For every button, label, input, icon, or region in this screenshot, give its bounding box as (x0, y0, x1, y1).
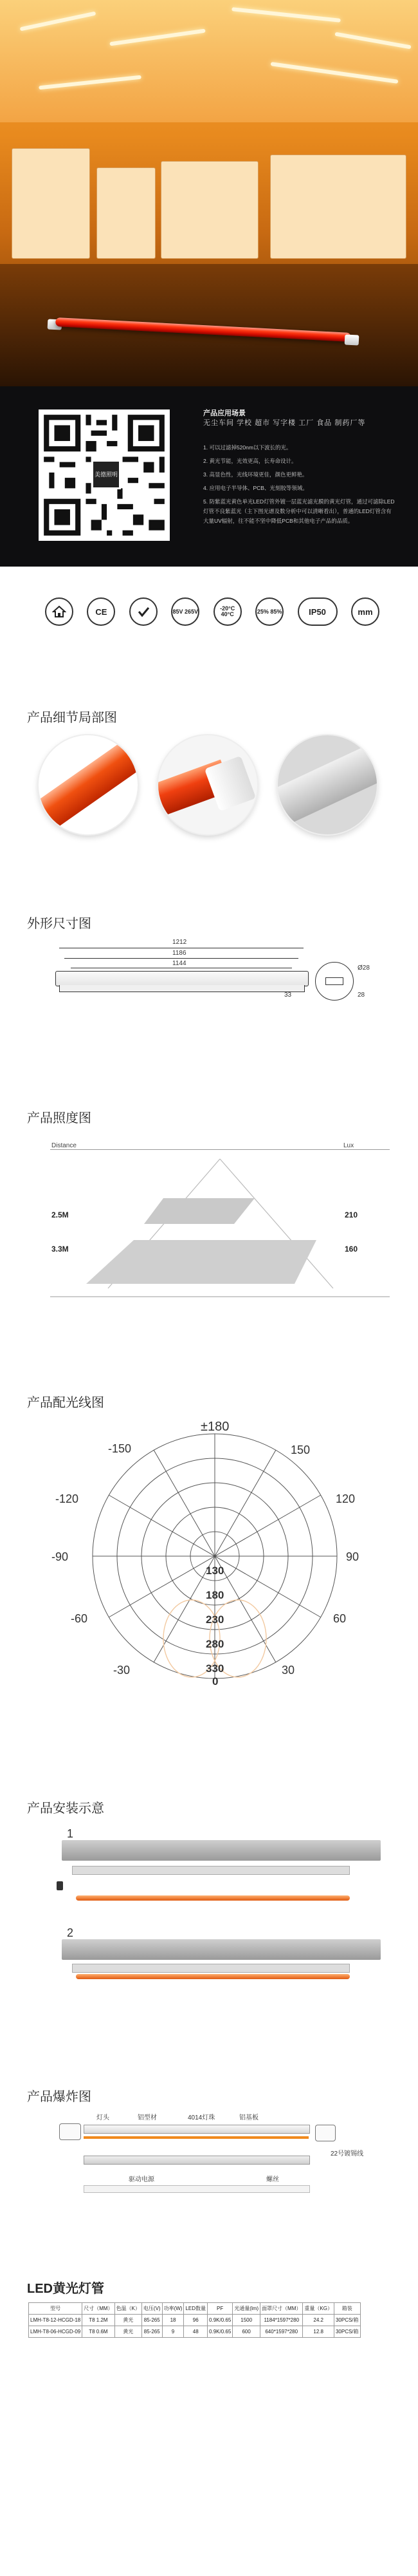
ring-330: 330 (206, 1662, 224, 1675)
dim-inner: 1144 (172, 960, 186, 967)
equipment (96, 167, 156, 259)
spec-table-wrap (28, 2302, 361, 2338)
table-header: 型号 (29, 2303, 82, 2315)
dim-total: 1212 (172, 939, 187, 946)
angle-neg60: -60 (71, 1612, 88, 1625)
angle-neg30: -30 (113, 1664, 131, 1677)
angle-neg90: -90 (51, 1550, 69, 1563)
install-tube-2 (76, 1974, 350, 1979)
table-cell: 85-265 (141, 2326, 162, 2338)
exploded-led-strip (84, 2136, 309, 2139)
angle-neg120: -120 (55, 1492, 79, 1505)
table-cell: 黄光 (114, 2315, 141, 2326)
table-header: 色温（K） (114, 2303, 141, 2315)
table-cell: 30PCS/箱 (334, 2326, 360, 2338)
table-header: LED数量 (184, 2303, 208, 2315)
install-step-1: 1 (67, 1827, 74, 1840)
label-screw: 螺丝 (266, 2176, 279, 2183)
lux-label: Lux (343, 1142, 354, 1149)
feature-item: 4. 应用电子半导体、PCB、光刻胶等领域。 (203, 485, 308, 491)
section-title-distribution: 产品配光线图 (27, 1396, 104, 1410)
table-cell: 640*1597*280 (260, 2326, 303, 2338)
table-header: 面罩尺寸（MM） (260, 2303, 303, 2315)
table-cell: 0.9K/0.65 (208, 2326, 233, 2338)
label-endcap: 灯头 (96, 2114, 109, 2121)
label-driver: 驱动电源 (129, 2176, 154, 2183)
cert-row (45, 597, 379, 627)
table-header: 箱装 (334, 2303, 360, 2315)
illuminance-lux-2: 160 (345, 1245, 358, 1254)
angle-60: 60 (333, 1612, 347, 1625)
tube-side-view (55, 971, 309, 986)
connector-icon (57, 1881, 63, 1890)
ring-230: 230 (206, 1613, 224, 1626)
table-cell: LMH-T8-06-HCGD-09 (29, 2326, 82, 2338)
angle-150: 150 (291, 1443, 311, 1456)
exploded-housing (84, 2125, 310, 2134)
ip-rating-badge: IP50 (298, 597, 338, 626)
section-title-dimension: 外形尺寸图 (27, 917, 91, 931)
light-cone (50, 1150, 390, 1298)
table-cell: 18 (162, 2315, 184, 2326)
angle-180: ±180 (201, 1420, 230, 1434)
detail-photo-tube (39, 735, 138, 834)
dim-diameter: Ø28 (358, 964, 370, 972)
section-title-spec: LED黄光灯管 (27, 2282, 104, 2296)
table-cell: 30PCS/箱 (334, 2315, 360, 2326)
ce-mark: CE (87, 597, 115, 626)
install-bracket-2 (72, 1964, 350, 1973)
ring-280: 280 (206, 1638, 224, 1650)
table-header: 电压(V) (141, 2303, 162, 2315)
illuminance-lux-1: 210 (345, 1210, 358, 1219)
table-header: 功率(W) (162, 2303, 184, 2315)
label-aluminum: 铝型材 (138, 2114, 157, 2121)
table-cell: 9 (162, 2326, 184, 2338)
table-row (29, 2326, 361, 2338)
dim-line (64, 958, 298, 959)
tube-cap-right (345, 334, 359, 345)
label-wire: 22号镀锡线 (331, 2150, 364, 2158)
mm-unit-badge: mm (351, 597, 379, 626)
temperature-badge: -20°C 40°C (214, 597, 242, 626)
section-title-illuminance: 产品照度图 (27, 1111, 91, 1125)
check-icon (129, 597, 158, 626)
table-cell: 48 (184, 2326, 208, 2338)
table-cell: 24.2 (303, 2315, 334, 2326)
install-tube-1 (76, 1895, 350, 1901)
cross-section-inner (325, 977, 343, 985)
table-cell: 12.8 (303, 2326, 334, 2338)
table-header: 重量（KG） (303, 2303, 334, 2315)
table-cell: 1500 (233, 2315, 260, 2326)
qr-logo: 美德照明 (91, 460, 121, 489)
dim-height-1: 33 (284, 992, 292, 999)
endcap-left (59, 2123, 81, 2140)
table-cell: 1184*1597*280 (260, 2315, 303, 2326)
house-icon (45, 597, 73, 626)
table-row (29, 2315, 361, 2326)
ring-130: 130 (206, 1565, 224, 1577)
detail-photo-cap (158, 735, 257, 834)
table-cell: LMH-T8-12-HCGD-18 (29, 2315, 82, 2326)
exploded-bottom (84, 2185, 310, 2193)
label-led-chip: 4014灯珠 (188, 2114, 215, 2121)
table-header: PF (208, 2303, 233, 2315)
section-title-detail: 产品细节局部图 (27, 711, 117, 725)
equipment (161, 161, 259, 259)
feature-item: 1. 可以过滤掉520nm以下波长的光。 (203, 444, 292, 451)
dim-height-2: 28 (358, 992, 365, 999)
install-bracket-1 (72, 1866, 350, 1875)
exploded-driver (84, 2156, 310, 2165)
equipment (12, 148, 90, 259)
dim-mid: 1186 (172, 950, 186, 957)
spec-table (28, 2302, 361, 2338)
label-substrate: 铝基板 (239, 2114, 259, 2121)
detail-photo-profile (278, 735, 377, 834)
table-cell: T8 1.2M (82, 2315, 114, 2326)
section-title-exploded: 产品爆炸图 (27, 2090, 91, 2104)
install-fixture-1 (62, 1840, 381, 1861)
scene-list: 无尘车间 学校 超市 写字楼 工厂 食品 制药厂等 (203, 419, 366, 427)
ring-0: 0 (212, 1675, 219, 1688)
feature-item: 3. 高显色性，光线环境更佳，颜色更鲜艳。 (203, 471, 308, 478)
table-cell: 0.9K/0.65 (208, 2315, 233, 2326)
angle-120: 120 (336, 1492, 356, 1505)
voltage-badge: 85V 265V (171, 597, 199, 626)
angle-30: 30 (282, 1664, 295, 1677)
qr-code[interactable] (39, 409, 170, 541)
table-cell: 85-265 (141, 2315, 162, 2326)
feature-list (203, 443, 396, 530)
table-cell: T8 0.6M (82, 2326, 114, 2338)
endcap-right (315, 2125, 336, 2141)
ring-180: 180 (206, 1589, 224, 1601)
table-cell: 600 (233, 2326, 260, 2338)
section-title-install: 产品安装示意 (27, 1801, 104, 1816)
feature-item: 2. 黄光节能，光效更高，长寿命设计。 (203, 458, 297, 464)
distance-label: Distance (51, 1142, 77, 1149)
hero-banner (0, 0, 418, 386)
scene-title: 产品应用场景 (203, 409, 246, 417)
equipment (270, 155, 406, 259)
table-cell: 96 (184, 2315, 208, 2326)
tube-bottom-view (59, 985, 305, 992)
feature-item: 5. 防紫蓝光黄色单光LED灯管外镀一层蓝光滤光膜的黄光灯管，通过可滤除LED灯管不良紫蓝光（主下图光谱及数分析中可以清晰看出），普通的LED灯管含有大量UV辐射，往不能不坚中降低PCB和其他电子产品的品质。 (203, 498, 395, 524)
angle-neg150: -150 (108, 1442, 132, 1455)
table-cell: 黄光 (114, 2326, 141, 2338)
table-header: 光通量(lm) (233, 2303, 260, 2315)
table-header: 尺寸（MM） (82, 2303, 114, 2315)
humidity-badge: 25% 85% (255, 597, 284, 626)
illuminance-distance-2: 3.3M (51, 1245, 69, 1254)
illuminance-distance-1: 2.5M (51, 1210, 69, 1219)
angle-90: 90 (346, 1550, 359, 1563)
install-fixture-2 (62, 1939, 381, 1960)
install-step-2: 2 (67, 1926, 74, 1939)
